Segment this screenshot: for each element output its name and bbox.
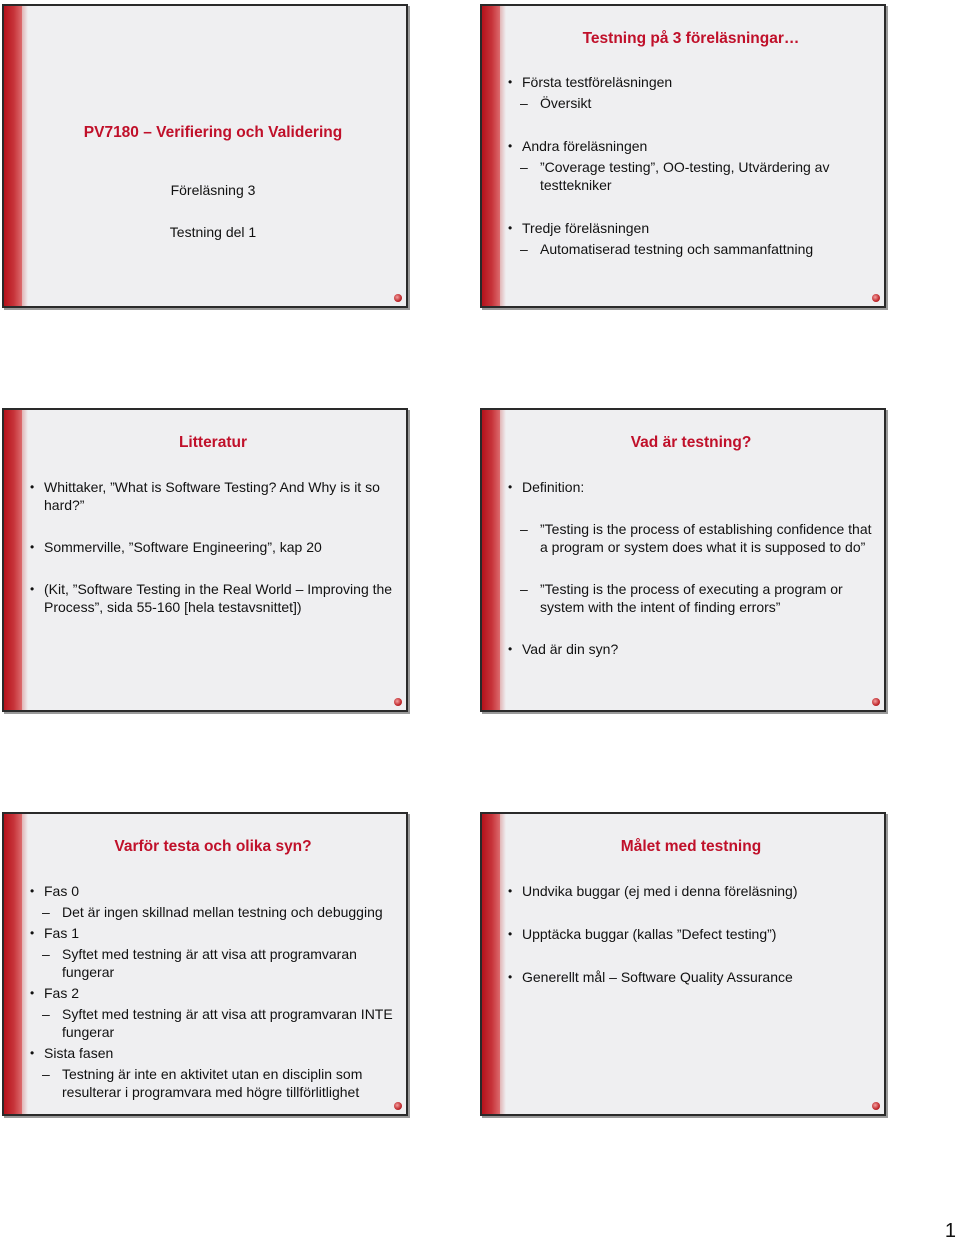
sub-item: – Syftet med testning är att visa att programvaran fungerar xyxy=(24,945,398,981)
slide-content xyxy=(502,478,876,658)
definition-item: – ”Testing is the process of executing a program or system with the intent of finding errors” xyxy=(502,580,876,616)
bullet-item: • Sista fasen xyxy=(24,1044,398,1062)
slide-4 xyxy=(480,408,886,712)
university-logo-icon xyxy=(394,294,402,302)
sub-item: – ”Coverage testing”, OO-testing, Utvärdering av testtekniker xyxy=(502,158,876,194)
slide-title: Målet med testning xyxy=(620,838,762,855)
bullet-item: • Definition: xyxy=(502,478,876,496)
lecture-subtitle: Testning del 1 xyxy=(169,224,257,240)
slide-title: Varför testa och olika syn? xyxy=(114,838,312,855)
bullet-item: • Fas 0 xyxy=(24,882,398,900)
lecture-label: Föreläsning 3 xyxy=(170,182,256,198)
slide-2 xyxy=(480,4,886,308)
slide-accent-bar xyxy=(4,6,22,306)
slide-1 xyxy=(2,4,408,308)
bullet-item: • Tredje föreläsningen xyxy=(502,219,876,237)
slide-accent-bar xyxy=(4,410,22,710)
slide-accent-bar xyxy=(4,814,22,1114)
bullet-item: • Vad är din syn? xyxy=(502,640,876,658)
slide-title: Testning på 3 föreläsningar… xyxy=(582,30,800,47)
bullet-item: • Upptäcka buggar (kallas ”Defect testing”) xyxy=(502,925,876,943)
bullet-item: • Fas 1 xyxy=(24,924,398,942)
university-logo-icon xyxy=(872,294,880,302)
bullet-item: • Första testföreläsningen xyxy=(502,73,876,91)
slide-content xyxy=(24,882,398,1101)
slide-title: Litteratur xyxy=(178,434,248,451)
university-logo-icon xyxy=(872,1102,880,1110)
slide-content xyxy=(502,73,876,258)
slide-content xyxy=(502,882,876,986)
sub-item: – Syftet med testning är att visa att programvaran INTE fungerar xyxy=(24,1005,398,1041)
slide-5 xyxy=(2,812,408,1116)
bullet-item: • Sommerville, ”Software Engineering”, kap 20 xyxy=(24,538,398,556)
slide-accent-bar xyxy=(482,814,500,1114)
bullet-item: • Andra föreläsningen xyxy=(502,137,876,155)
sub-item: – Testning är inte en aktivitet utan en disciplin som resulterar i programvara med högre tillförlitlighet xyxy=(24,1065,398,1101)
bullet-item: • Undvika buggar (ej med i denna föreläsning) xyxy=(502,882,876,900)
bullet-item: • Fas 2 xyxy=(24,984,398,1002)
slide-content xyxy=(24,478,398,616)
slide-accent-bar xyxy=(482,410,500,710)
course-title: PV7180 – Verifiering och Validering xyxy=(83,124,343,141)
university-logo-icon xyxy=(394,698,402,706)
sub-item: – Översikt xyxy=(502,94,876,112)
slide-accent-bar xyxy=(482,6,500,306)
sub-item: – Det är ingen skillnad mellan testning och debugging xyxy=(24,903,398,921)
page-number: 1 xyxy=(944,1220,956,1242)
university-logo-icon xyxy=(872,698,880,706)
slide-title: Vad är testning? xyxy=(630,434,752,451)
definition-item: – ”Testing is the process of establishing confidence that a program or system does what it is supposed to do” xyxy=(502,520,876,556)
bullet-item: • Whittaker, ”What is Software Testing? And Why is it so hard?” xyxy=(24,478,398,514)
bullet-item: • Generellt mål – Software Quality Assurance xyxy=(502,968,876,986)
slide-6 xyxy=(480,812,886,1116)
bullet-item: • (Kit, ”Software Testing in the Real World – Improving the Process”, sida 55-160 [hela testavsnittet]) xyxy=(24,580,398,616)
slide-3 xyxy=(2,408,408,712)
university-logo-icon xyxy=(394,1102,402,1110)
sub-item: – Automatiserad testning och sammanfattning xyxy=(502,240,876,258)
